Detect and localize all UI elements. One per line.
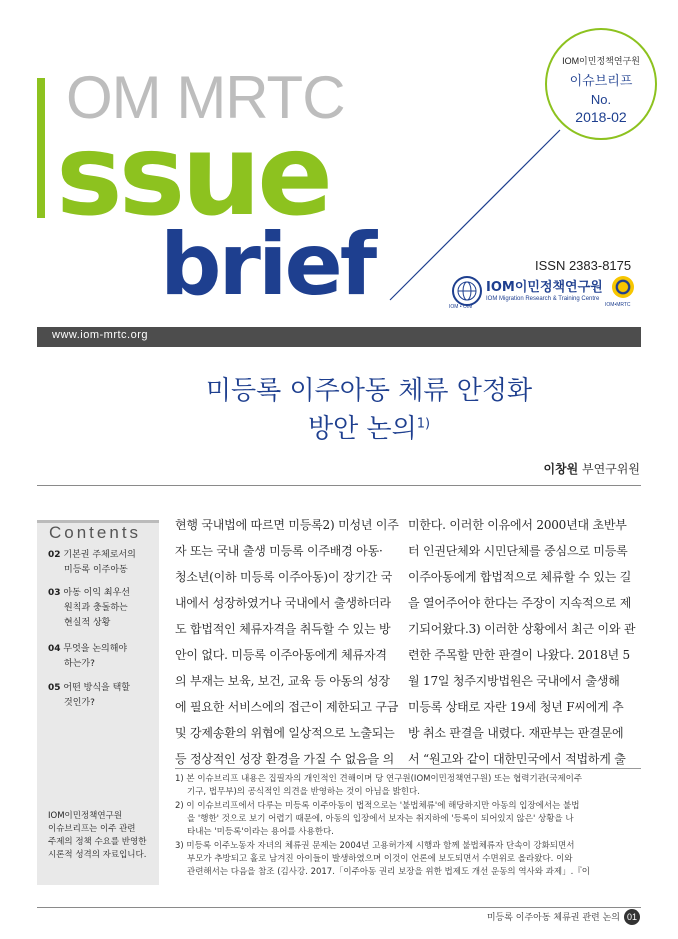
- author-line: [490, 460, 640, 477]
- contents-heading: Contents: [49, 523, 142, 542]
- toc-item-label: 기본권 주체로서의: [63, 550, 136, 560]
- footnote-line: 관련해서는 다음을 참조 (김사강. 2017.「이주아동 권리 보장을 위한 법제도 개선 운동의 역사와 과제」.『이: [187, 867, 590, 877]
- mrtc-logo-icon: [612, 276, 634, 298]
- sidebar-note-line: 시론적 성격의 자료입니다.: [48, 850, 147, 860]
- badge-series: 이슈브리프: [569, 73, 633, 88]
- body-line: 월 17일 청주지방법원은 국내에서 출생해: [408, 674, 620, 688]
- issue-number-badge: [545, 28, 657, 140]
- toc-item[interactable]: [48, 681, 158, 711]
- footnote-line: 타내는 '미등록'이라는 용어를 사용한다.: [187, 827, 334, 837]
- body-line: 련한 주목할 만한 판결이 나왔다. 2018년 5: [408, 648, 630, 662]
- body-line: 현행 국내법에 따르면 미등록2) 미성년 이주: [175, 518, 399, 532]
- footnote-line: 3) 미등록 이주노동자 자녀의 체류권 문제는 2004년 고용허가제 시행과 함께 불법체류자 단속이 강화되면서: [175, 841, 575, 851]
- sidebar-note-line: IOM이민정책연구원: [48, 811, 123, 821]
- body-line: 방 취소 판결을 내렸다. 재판부는 판결문에: [408, 726, 624, 740]
- toc-item-number: 04: [48, 644, 61, 654]
- footnote-line: 부모가 추방되고 홀로 남겨진 아이들이 발생하였으며 이것이 언론에 보도되면서 수면위로 올라왔다. 이와: [187, 854, 573, 864]
- footnote-divider: [175, 768, 641, 769]
- iom-logo-caption: IOM • OIM: [449, 304, 473, 310]
- author-name: 이창원: [543, 462, 579, 476]
- toc-item-label-cont: 원칙과 충돌하는: [64, 603, 128, 613]
- body-line: 및 강제송환의 위협에 일상적으로 노출되는: [175, 726, 395, 740]
- iom-globe-icon: [452, 276, 482, 306]
- body-line: 자 또는 국내 출생 미등록 이주배경 아동·: [175, 544, 383, 558]
- body-column-1: [175, 512, 407, 772]
- sidebar-note-line: 주제의 정책 수요를 반영한: [48, 837, 147, 847]
- toc-item-number: 02: [48, 550, 61, 560]
- issn: ISSN 2383-8175: [535, 258, 632, 273]
- org-name-korean: IOM이민정책연구원: [486, 280, 603, 295]
- body-line: 에 필요한 서비스에의 접근이 제한되고 구금: [175, 700, 399, 714]
- page-number: 01: [624, 909, 640, 925]
- body-line: 미등록 상태로 자란 19세 청년 F씨에게 추: [408, 700, 624, 714]
- footnote-line: 1) 본 이슈브리프 내용은 집필자의 개인적인 견해이며 당 연구원(IOM이민정책연구원) 또는 협력기관(국제이주: [175, 774, 583, 784]
- footer-divider: [37, 907, 641, 908]
- toc-item[interactable]: [48, 548, 158, 578]
- toc-item-number: 03: [48, 588, 61, 598]
- toc-item-label-cont: 현실적 상황: [64, 618, 111, 628]
- body-line: 내에서 성장하였거나 국내에서 출생하더라: [175, 596, 391, 610]
- body-line: 등 정상적인 성장 환경을 가질 수 없음을 의: [175, 752, 394, 766]
- badge-no-label: No.: [590, 92, 612, 107]
- toc-item-label-cont: 미등록 이주아동: [64, 565, 128, 575]
- title-divider: [37, 485, 641, 486]
- badge-org: IOM이민정책연구원: [562, 56, 640, 66]
- toc-item-number: 05: [48, 683, 61, 693]
- body-line: 도 합법적인 체류자격을 취득할 수 있는 방: [175, 622, 391, 636]
- toc-item-label: 어떤 방식을 택할: [63, 683, 130, 693]
- body-line: 기되어왔다.3) 이러한 상황에서 최근 이와 관: [408, 622, 636, 636]
- footnote-line: 을 '행한' 것으로 보기 어렵기 때문에, 아동의 입장에서 보자는 취지하에 '등록이 되어있지 않은' 상황을 나: [187, 814, 574, 824]
- toc-item-label: 무엇을 논의해야: [63, 644, 128, 654]
- footnote-line: 2) 이 이슈브리프에서 다루는 미등록 이주아동이 법적으로는 '불법체류'에 해당하지만 아동의 입장에서는 불법: [175, 801, 580, 811]
- masthead-om-mrtc: OM MRTC: [66, 64, 345, 131]
- org-name-english: IOM Migration Research & Training Centre: [486, 296, 600, 302]
- badge-number: 2018-02: [575, 109, 627, 125]
- body-line: 청소년(이하 미등록 이주아동)이 장기간 국: [175, 570, 393, 584]
- body-column-2: [408, 512, 640, 772]
- masthead-brief: brief: [160, 215, 375, 315]
- footnote-line: 기구, 법무부)의 공식적인 의견을 반영하는 것이 아님을 밝힌다.: [187, 787, 420, 797]
- body-line: 서 “원고와 같이 대한민국에서 적법하게 출: [408, 752, 626, 766]
- title-line-2: [0, 408, 678, 445]
- toc-item-label: 아동 이익 최우선: [63, 588, 130, 598]
- body-line: 미한다. 이러한 이유에서 2000년대 초반부: [408, 518, 627, 532]
- body-line: 의 부재는 보육, 보건, 교육 등 아동의 성장: [175, 674, 390, 688]
- body-line: 을 열어주어야 한다는 주장이 지속적으로 제: [408, 596, 632, 610]
- author-role: 부연구위원: [578, 462, 640, 476]
- footer-text: 미등록 이주아동 체류권 관련 논의: [486, 913, 620, 923]
- sidebar-note: [48, 810, 158, 862]
- body-line: 터 인권단체와 시민단체를 중심으로 미등록: [408, 544, 628, 558]
- body-line: 이주아동에게 합법적으로 체류할 수 있는 길: [408, 570, 632, 584]
- toc-item-label-cont: 것인가?: [64, 698, 95, 708]
- mrtc-logo-caption: IOM•MRTC: [605, 302, 631, 308]
- website-url[interactable]: www.iom-mrtc.org: [52, 329, 149, 341]
- title-footnote-mark[interactable]: 1): [416, 416, 431, 432]
- title-line-2-text: 방안 논의: [307, 414, 417, 444]
- title-line-1: 미등록 이주아동 체류 안정화: [205, 376, 533, 406]
- toc-item-label-cont: 하는가?: [64, 659, 95, 669]
- masthead-issue: ssue: [56, 111, 330, 241]
- toc-item[interactable]: [48, 642, 158, 672]
- body-line: 안이 없다. 미등록 이주아동에게 체류자격: [175, 648, 387, 662]
- toc-item[interactable]: [48, 586, 158, 631]
- sidebar-note-line: 이슈브리프는 이주 관련: [48, 824, 136, 834]
